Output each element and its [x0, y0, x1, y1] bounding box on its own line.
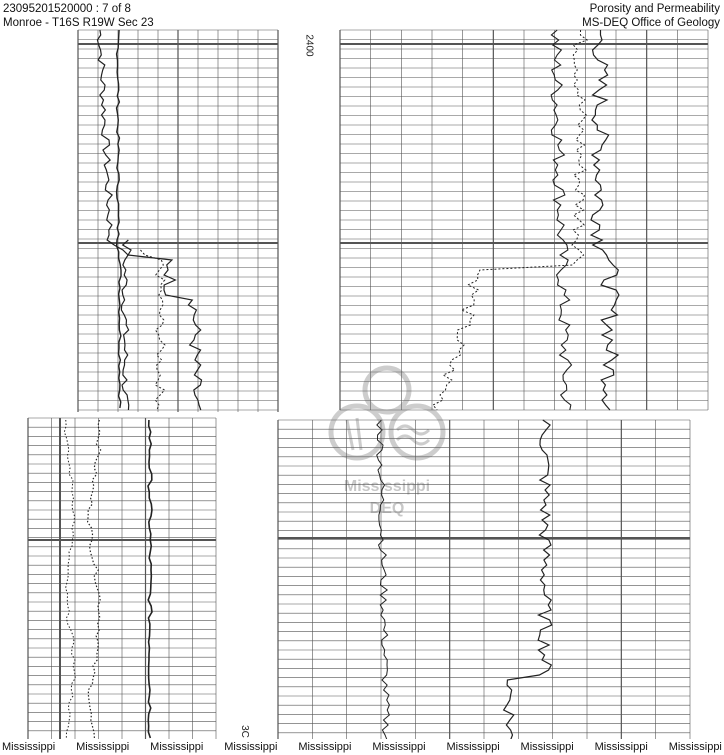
well-id-line: 23095201520000 : 7 of 8: [3, 3, 131, 15]
footer-label: Mississippi: [446, 741, 500, 753]
mdeq-watermark: [322, 360, 452, 530]
location-line: Monroe - T16S R19W Sec 23: [3, 17, 154, 29]
watermark-text-1: Mississippi: [343, 478, 431, 495]
footer-label: Mississippi: [372, 741, 426, 753]
footer-label: Mississippi: [2, 741, 56, 753]
agency-line: MS-DEQ Office of Geology: [582, 17, 720, 29]
footer-strip: [0, 739, 724, 755]
depth-mark-lower: 3C: [238, 725, 250, 738]
footer-label: Mississippi: [224, 741, 278, 753]
watermark-text-2: DEQ: [369, 500, 405, 517]
depth-mark-upper: 2400: [303, 34, 315, 57]
footer-label: Mississippi: [150, 741, 204, 753]
footer-label: Mississippi: [76, 741, 130, 753]
log-curve-res-dotted: [140, 250, 164, 410]
log-type-title: Porosity and Permeability: [589, 3, 720, 15]
footer-label: Mississippi: [520, 741, 574, 753]
footer-label: Mississippi: [668, 741, 722, 753]
log-curve-res: [123, 240, 202, 410]
footer-label: Mississippi: [594, 741, 648, 753]
log-curve-lower-solid: [148, 420, 152, 738]
watermark-logo-icon: [322, 360, 452, 480]
log-curve-lower-left: [64, 420, 75, 738]
footer-label: Mississippi: [298, 741, 352, 753]
log-curve-lower-right-b: [504, 420, 552, 740]
